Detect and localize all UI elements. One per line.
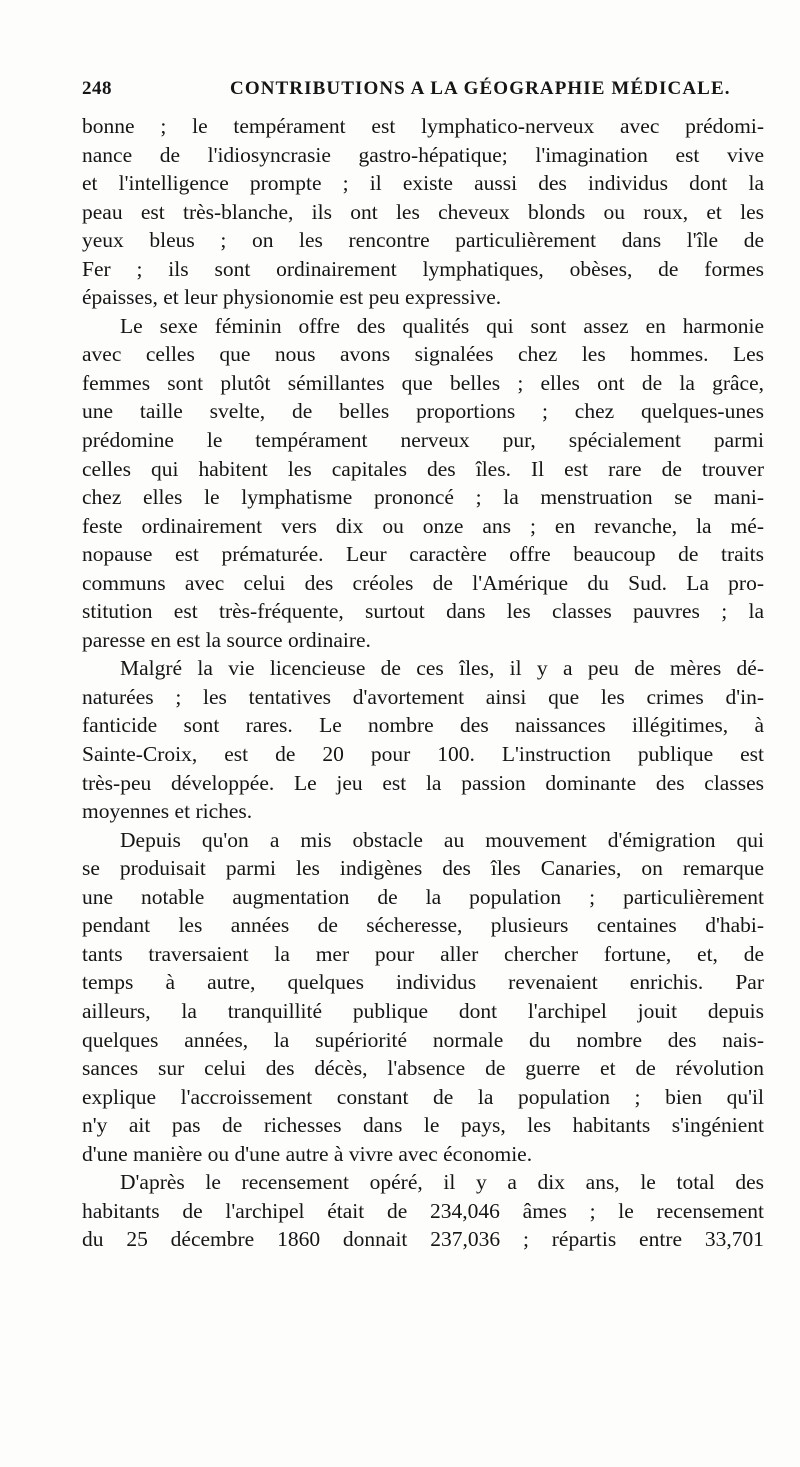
text-line: une taille svelte, de belles proportions ; chez quelques-unes <box>82 399 764 424</box>
text-line: et l'intelligence prompte ; il existe aussi des individus dont la <box>82 171 764 196</box>
text-line: épaisses, et leur physionomie est peu expressive. <box>82 285 502 310</box>
text-line: ailleurs, la tranquillité publique dont l'archipel jouit depuis <box>82 998 764 1023</box>
text-line: Fer ; ils sont ordinairement lymphatiques, obèses, de formes <box>82 256 764 281</box>
text-line: sances sur celui des décès, l'absence de guerre et de révolution <box>82 1056 764 1081</box>
text-line: temps à autre, quelques individus revenaient enrichis. Par <box>82 970 764 995</box>
paragraph-start-line: Malgré la vie licencieuse de ces îles, il y a peu de mères dé- <box>120 656 764 681</box>
text-line: tants traversaient la mer pour aller chercher fortune, et, de <box>82 941 764 966</box>
text-line: peau est très-blanche, ils ont les cheveux blonds ou roux, et les <box>82 199 764 224</box>
text-line: fanticide sont rares. Le nombre des naissances illégitimes, à <box>82 713 764 738</box>
text-line: quelques années, la supériorité normale du nombre des nais- <box>82 1027 764 1052</box>
text-line: n'y ait pas de richesses dans le pays, les habitants s'ingénient <box>82 1113 764 1138</box>
text-line: nopause est prématurée. Leur caractère offre beaucoup de traits <box>82 542 764 567</box>
text-line: communs avec celui des créoles de l'Amérique du Sud. La pro- <box>82 570 764 595</box>
text-line: femmes sont plutôt sémillantes que belles ; elles ont de la grâce, <box>82 370 764 395</box>
text-line: yeux bleus ; on les rencontre particulièrement dans l'île de <box>82 228 764 253</box>
text-line: habitants de l'archipel était de 234,046 âmes ; le recensement <box>82 1198 764 1223</box>
text-line: nance de l'idiosyncrasie gastro-hépatique; l'imagination est vive <box>82 142 764 167</box>
text-line: celles qui habitent les capitales des îles. Il est rare de trouver <box>82 456 764 481</box>
body-text <box>82 112 764 1254</box>
text-line: pendant les années de sécheresse, plusieurs centaines d'habi- <box>82 913 764 938</box>
text-line: naturées ; les tentatives d'avortement ainsi que les crimes d'in- <box>82 684 764 709</box>
text-line: prédomine le tempérament nerveux pur, spécialement parmi <box>82 428 764 453</box>
text-line: très-peu développée. Le jeu est la passion dominante des classes <box>82 770 764 795</box>
text-line: paresse en est la source ordinaire. <box>82 627 371 652</box>
page-number: 248 <box>82 78 112 99</box>
text-line: chez elles le lymphatisme prononcé ; la menstruation se mani- <box>82 485 764 510</box>
text-line: feste ordinairement vers dix ou onze ans ; en revanche, la mé- <box>82 513 764 538</box>
text-line: explique l'accroissement constant de la population ; bien qu'il <box>82 1084 764 1109</box>
text-line: Sainte-Croix, est de 20 pour 100. L'instruction publique est <box>82 742 764 767</box>
text-line: bonne ; le tempérament est lymphatico-nerveux avec prédomi- <box>82 114 764 138</box>
paragraph-start-line: D'après le recensement opéré, il y a dix ans, le total des <box>120 1170 764 1195</box>
paragraph-start-line: Depuis qu'on a mis obstacle au mouvement d'émigration qui <box>120 827 764 852</box>
text-line: stitution est très-fréquente, surtout dans les classes pauvres ; la <box>82 599 764 624</box>
page-header <box>82 78 747 110</box>
text-line: d'une manière ou d'une autre à vivre avec économie. <box>82 1141 533 1166</box>
running-title: CONTRIBUTIONS A LA GÉOGRAPHIE MÉDICALE. <box>230 78 731 99</box>
text-line: avec celles que nous avons signalées chez les hommes. Les <box>82 342 764 367</box>
text-line: se produisait parmi les indigènes des îles Canaries, on remarque <box>82 856 764 881</box>
text-line: du 25 décembre 1860 donnait 237,036 ; répartis entre 33,701 <box>82 1227 764 1252</box>
text-line: une notable augmentation de la population ; particulièrement <box>82 884 764 909</box>
paragraph-start-line: Le sexe féminin offre des qualités qui sont assez en harmonie <box>120 313 764 338</box>
text-line: moyennes et riches. <box>82 799 253 824</box>
